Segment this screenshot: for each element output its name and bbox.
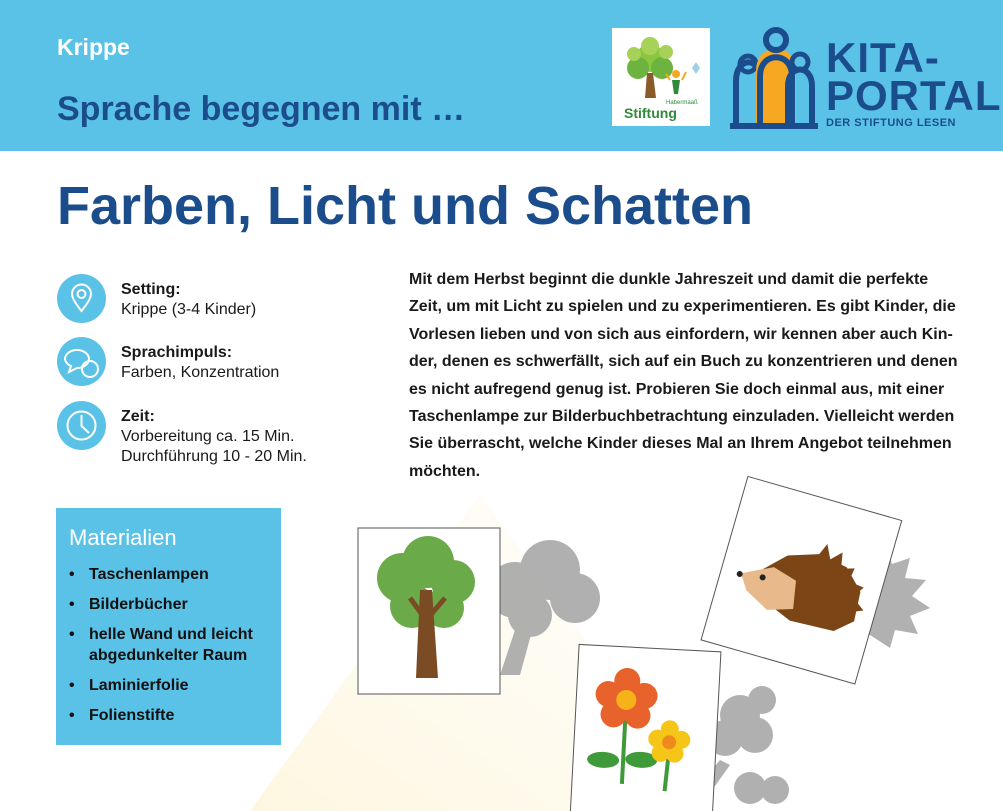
zeit-value-duration: Durchführung 10 - 20 Min. [121, 448, 307, 465]
materials-box [56, 508, 281, 745]
stiftung-text: Stiftung [624, 105, 677, 121]
stiftung-sup-text: Habermaaß [666, 100, 698, 106]
speech-bubbles-icon [57, 337, 106, 386]
tree-card-icon [358, 528, 500, 694]
materials-list [69, 564, 274, 735]
sprachimpuls-label: Sprachimpuls: [121, 344, 233, 361]
bullet-icon: • [69, 626, 75, 643]
materials-heading: Materialien [69, 525, 177, 550]
list-item: • helle Wand und leicht abgedunkelter Raum [69, 626, 253, 664]
kita-wordmark-line3: DER STIFTUNG LESEN [826, 117, 957, 129]
list-item: • Taschenlampen [69, 566, 209, 583]
location-pin-icon [57, 274, 106, 323]
setting-value: Krippe (3-4 Kinder) [121, 301, 257, 318]
intro-line: möchten. [409, 462, 481, 480]
intro-paragraph [409, 266, 969, 485]
list-item: • Folienstifte [69, 707, 175, 724]
bullet-icon: • [69, 677, 75, 694]
intro-line: Vorlesen lieben und von sich aus einfordern, wir kennen aber auch Kin- [409, 325, 953, 343]
list-item: • Laminierfolie [69, 677, 189, 694]
intro-line: der, denen es schwerfällt, sich auf ein Buch zu konzentrieren und denen [409, 353, 958, 371]
kita-portal-wordmark [826, 34, 1002, 130]
intro-line: Taschenlampe zur Bilderbuchbetrachtung einzuladen. Vielleicht werden [409, 408, 955, 426]
bullet-icon: • [69, 596, 75, 613]
sprachimpuls-value: Farben, Konzentration [121, 364, 280, 381]
header-banner [0, 0, 1003, 151]
habermaass-stiftung-logo [612, 28, 710, 126]
intro-line: Sie überrascht, welche Kinder dieses Mal an Ihrem Angebot teilnehmen [409, 435, 952, 453]
hedgehog-card-icon [701, 476, 902, 684]
intro-line: Zeit, um mit Licht zu spielen und zu experimentieren. Es gibt Kinder, die [409, 298, 956, 316]
clock-icon [57, 401, 106, 450]
kita-portal-logo-icon [726, 26, 821, 130]
setting-label: Setting: [121, 281, 181, 298]
list-item: • Bilderbücher [69, 596, 188, 613]
series-title: Sprache begegnen mit … [57, 90, 466, 128]
age-group-label: Krippe [57, 34, 130, 60]
zeit-value-prep: Vorbereitung ca. 15 Min. [121, 428, 295, 445]
bullet-icon: • [69, 566, 75, 583]
flowers-card-icon [570, 644, 721, 811]
zeit-label: Zeit: [121, 408, 155, 425]
flashlight-illustration [250, 470, 1003, 811]
kita-wordmark-line2: PORTAL [826, 72, 1002, 119]
kita-wordmark-line1: KITA- [826, 34, 940, 81]
page-title: Farben, Licht und Schatten [57, 176, 754, 236]
intro-line: Mit dem Herbst beginnt die dunkle Jahreszeit und damit die perfekte [409, 271, 929, 288]
intro-line: es nicht aufregend genug ist. Probieren Sie doch einmal aus, mit einer [409, 380, 945, 398]
bullet-icon: • [69, 707, 75, 724]
